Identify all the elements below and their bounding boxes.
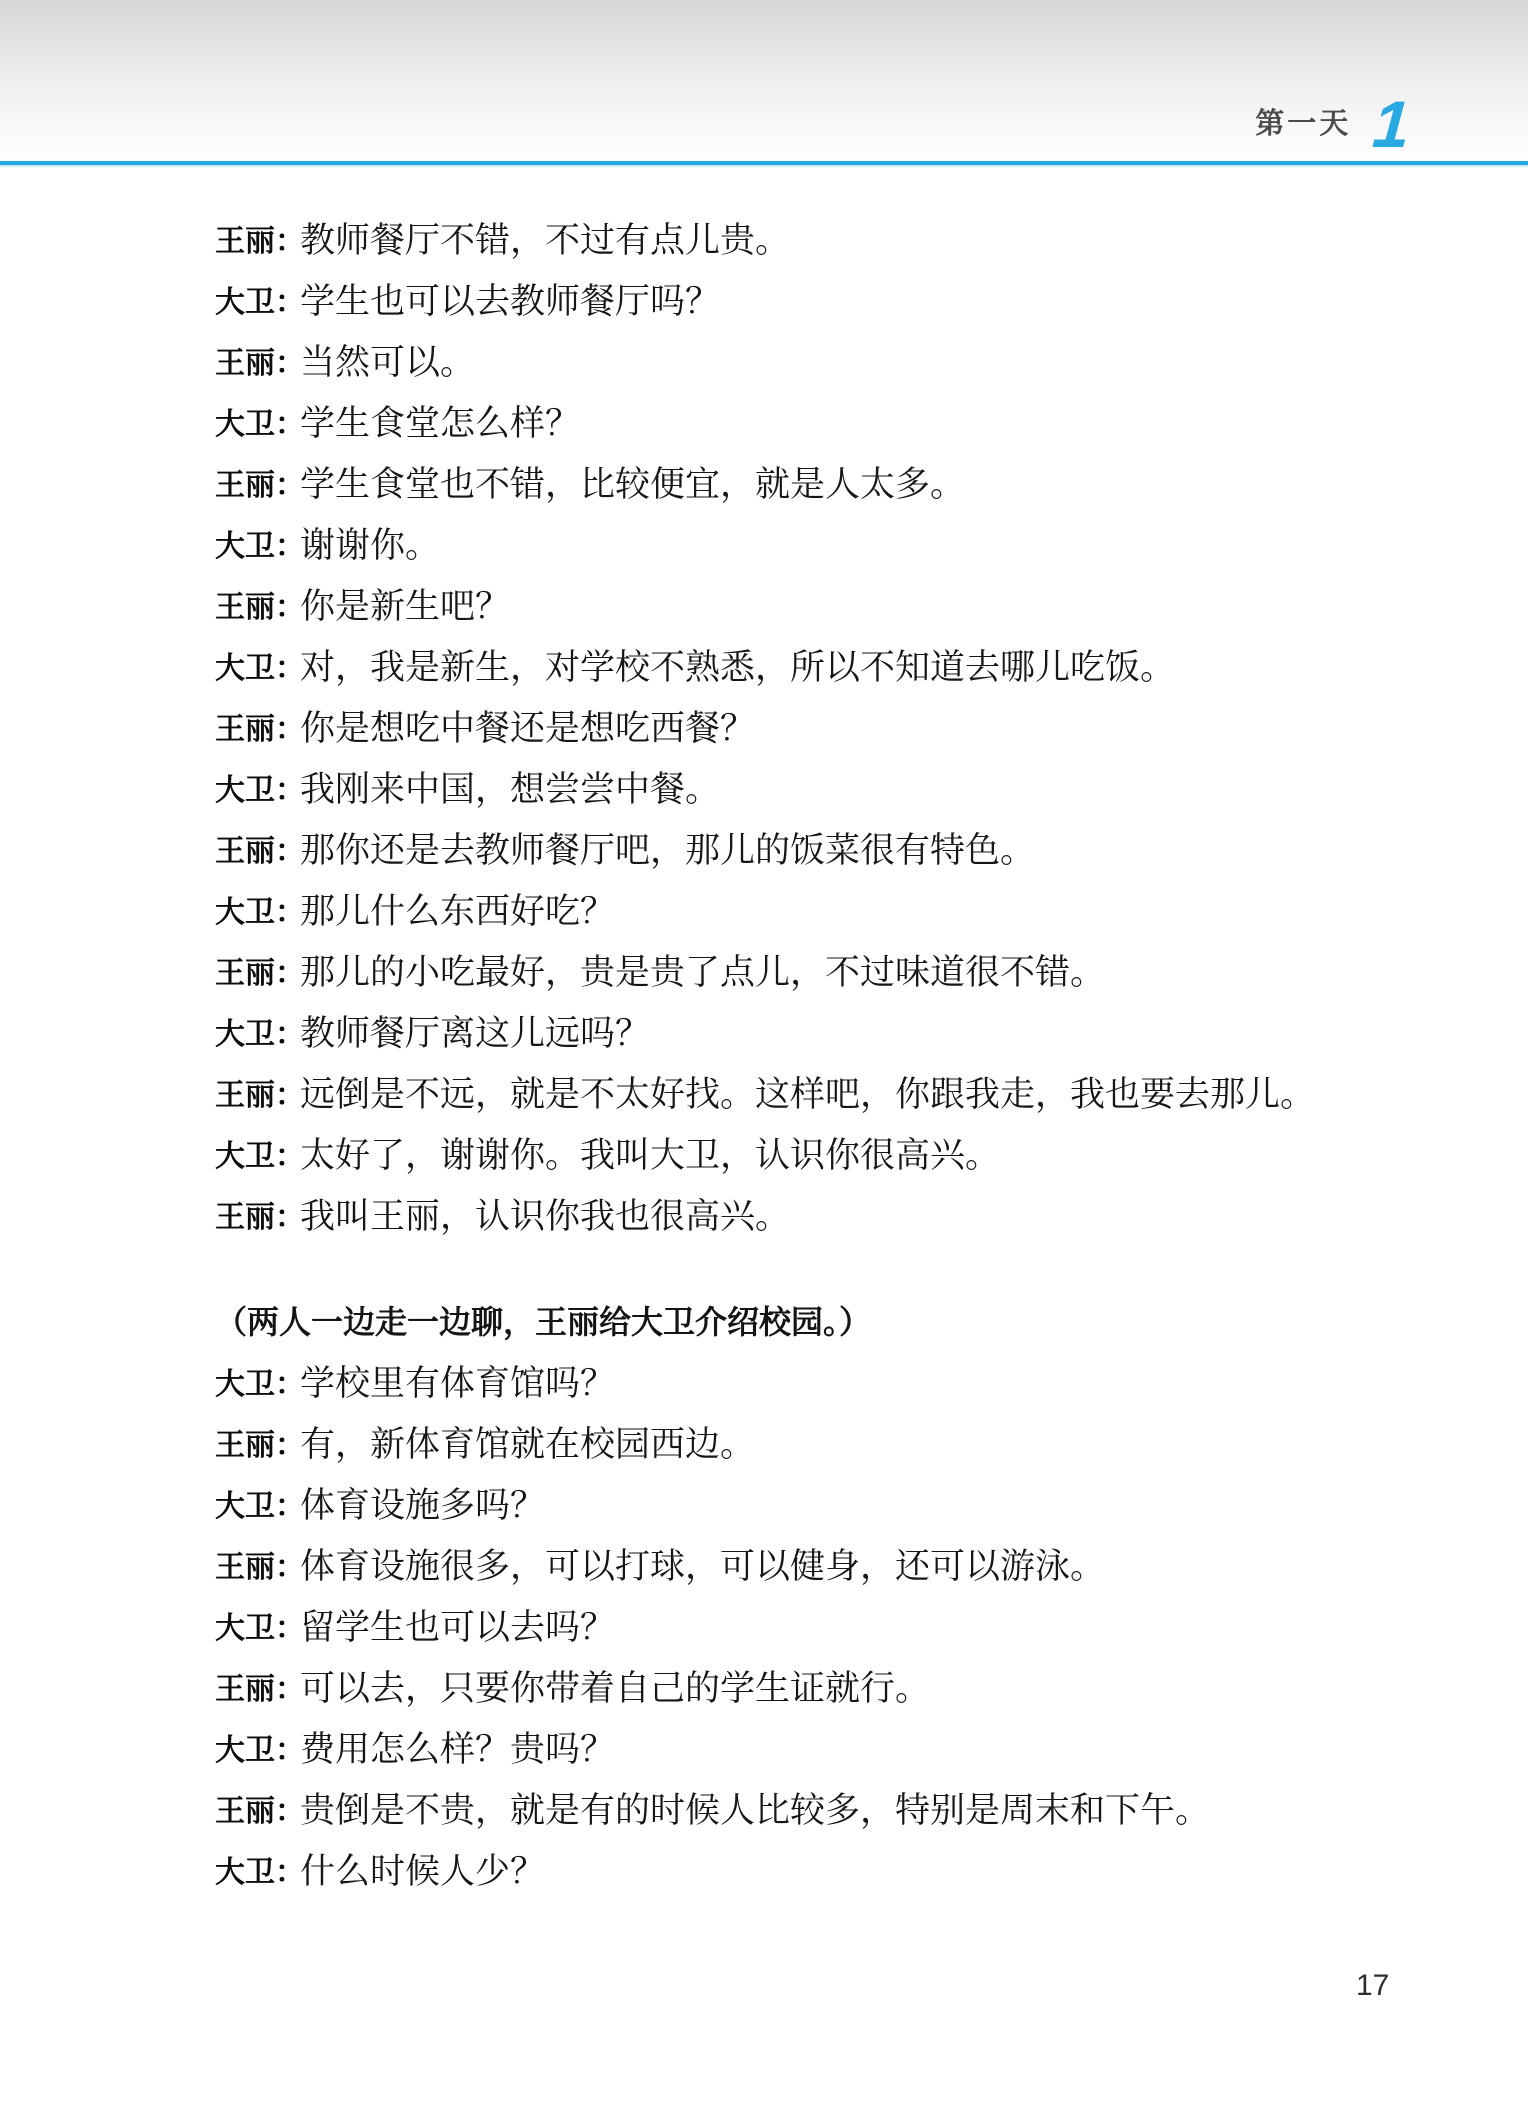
chapter-number: 1 xyxy=(1370,87,1413,161)
dialogue-text: 学生食堂也不错，比较便宜，就是人太多。 xyxy=(300,464,966,505)
speaker-label: 大卫： xyxy=(215,651,305,685)
dialogue-text: 可以去，只要你带着自己的学生证就行。 xyxy=(300,1668,931,1709)
speaker-label: 王丽： xyxy=(215,834,305,868)
speaker-label: 王丽： xyxy=(215,590,305,624)
dialogue-line xyxy=(215,817,1455,878)
speaker-label: 大卫： xyxy=(215,285,305,319)
speaker-label: 大卫： xyxy=(215,1139,305,1173)
dialogue-line xyxy=(215,451,1455,512)
speaker-label: 王丽： xyxy=(215,712,305,746)
dialogue-line xyxy=(215,512,1455,573)
speaker-label: 大卫： xyxy=(215,1855,305,1889)
dialogue-line xyxy=(215,939,1455,1000)
dialogue-line xyxy=(215,634,1455,695)
dialogue-line xyxy=(215,573,1455,634)
dialogue-text: 费用怎么样？贵吗？ xyxy=(300,1729,616,1770)
dialogue-line xyxy=(215,1533,1455,1594)
dialogue-text: 教师餐厅离这儿远吗？ xyxy=(300,1013,651,1054)
speaker-label: 大卫： xyxy=(215,1017,305,1051)
speaker-label: 王丽： xyxy=(215,346,305,380)
dialogue-line xyxy=(215,1716,1455,1777)
speaker-label: 大卫： xyxy=(215,1611,305,1645)
speaker-label: 大卫： xyxy=(215,529,305,563)
dialogue-line xyxy=(215,1838,1455,1899)
speaker-label: 王丽： xyxy=(215,1078,305,1112)
dialogue-text: 你是想吃中餐还是想吃西餐？ xyxy=(300,708,756,749)
dialogue-text: 学校里有体育馆吗？ xyxy=(300,1363,616,1404)
dialogue-line xyxy=(215,1000,1455,1061)
dialogue-line xyxy=(215,329,1455,390)
dialogue-line xyxy=(215,695,1455,756)
speaker-label: 王丽： xyxy=(215,956,305,990)
dialogue-text: 那儿什么东西好吃？ xyxy=(300,891,616,932)
dialogue-line xyxy=(215,1350,1455,1411)
dialogue-line xyxy=(215,1183,1455,1244)
dialogue-line xyxy=(215,1777,1455,1838)
dialogue-line xyxy=(215,756,1455,817)
dialogue-line xyxy=(215,1411,1455,1472)
speaker-label: 大卫： xyxy=(215,407,305,441)
dialogue-text: 贵倒是不贵，就是有的时候人比较多，特别是周末和下午。 xyxy=(300,1790,1211,1831)
dialogue-text: 有，新体育馆就在校园西边。 xyxy=(300,1424,756,1465)
dialogue-text: 体育设施很多，可以打球，可以健身，还可以游泳。 xyxy=(300,1546,1106,1587)
dialogue-line xyxy=(215,268,1455,329)
dialogue-text: 学生食堂怎么样？ xyxy=(300,403,581,444)
speaker-label: 大卫： xyxy=(215,1367,305,1401)
dialogue-text: 远倒是不远，就是不太好找。这样吧，你跟我走，我也要去那儿。 xyxy=(300,1074,1316,1115)
speaker-label: 大卫： xyxy=(215,1489,305,1523)
dialogue-text: 当然可以。 xyxy=(300,342,476,383)
speaker-label: 大卫： xyxy=(215,895,305,929)
dialogue-text: 留学生也可以去吗？ xyxy=(300,1607,616,1648)
dialogue-text: 学生也可以去教师餐厅吗？ xyxy=(300,281,721,322)
chapter-header xyxy=(1255,87,1413,161)
dialogue-text: 我刚来中国，想尝尝中餐。 xyxy=(300,769,721,810)
dialogue-text: 对，我是新生，对学校不熟悉，所以不知道去哪儿吃饭。 xyxy=(300,647,1176,688)
speaker-label: 王丽： xyxy=(215,468,305,502)
dialogue-text: 体育设施多吗？ xyxy=(300,1485,546,1526)
chapter-title: 第一天 xyxy=(1255,108,1352,141)
page-number: 17 xyxy=(1356,1969,1390,2002)
speaker-label: 王丽： xyxy=(215,1428,305,1462)
dialogue-line xyxy=(215,390,1455,451)
dialogue-text: 教师餐厅不错，不过有点儿贵。 xyxy=(300,220,791,261)
dialogue-text: 谢谢你。 xyxy=(300,525,441,566)
header-accent-rule xyxy=(0,161,1528,165)
stage-direction: （两人一边走一边聊，王丽给大卫介绍校园。） xyxy=(215,1303,872,1340)
speaker-label: 王丽： xyxy=(215,1672,305,1706)
dialogue-line xyxy=(215,1061,1455,1122)
dialogue-text: 我叫王丽，认识你我也很高兴。 xyxy=(300,1196,791,1237)
dialogue-line xyxy=(215,1472,1455,1533)
dialogue-line xyxy=(215,1655,1455,1716)
speaker-label: 王丽： xyxy=(215,1550,305,1584)
dialogue-text: 那儿的小吃最好，贵是贵了点儿，不过味道很不错。 xyxy=(300,952,1106,993)
dialogue-line xyxy=(215,1594,1455,1655)
dialogue-text: 那你还是去教师餐厅吧，那儿的饭菜很有特色。 xyxy=(300,830,1036,871)
speaker-label: 大卫： xyxy=(215,773,305,807)
dialogue-list xyxy=(215,207,1455,1899)
speaker-label: 王丽： xyxy=(215,1200,305,1234)
dialogue-line xyxy=(215,207,1455,268)
dialogue-text: 什么时候人少？ xyxy=(300,1851,546,1892)
dialogue-line xyxy=(215,878,1455,939)
dialogue-line xyxy=(215,1122,1455,1183)
dialogue-text: 太好了，谢谢你。我叫大卫，认识你很高兴。 xyxy=(300,1135,1001,1176)
speaker-label: 王丽： xyxy=(215,1794,305,1828)
speaker-label: 大卫： xyxy=(215,1733,305,1767)
dialogue-text: 你是新生吧？ xyxy=(300,586,511,627)
speaker-label: 王丽： xyxy=(215,224,305,258)
